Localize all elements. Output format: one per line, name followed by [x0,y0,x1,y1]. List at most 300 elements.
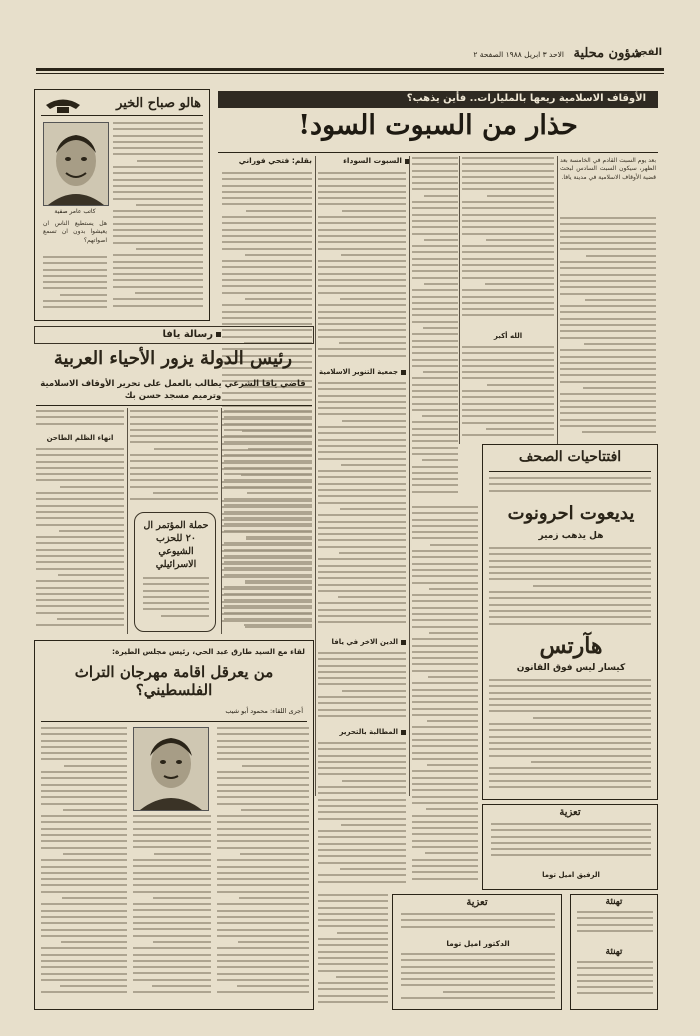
text-line [462,371,554,373]
text-line [318,514,406,516]
text-line [130,429,218,431]
text-line [245,254,312,256]
text-line [560,230,656,232]
text-line [340,868,406,870]
text-line [41,960,127,962]
paper-1-text [489,547,651,629]
text-line [61,941,127,943]
text-line [217,790,309,792]
text-line [318,874,406,876]
text-line [533,717,651,719]
text-line [133,935,211,937]
masthead [36,44,664,70]
text-line [412,594,478,596]
text-line [462,176,554,178]
text-line [318,558,406,560]
text-line [412,651,478,653]
lead-kicker: الأوقاف الاسلامية ريعها بالمليارات.. فأين يذهب؟ [406,93,646,104]
text-line [222,266,312,268]
text-line [113,229,203,231]
text-line [133,834,211,836]
text-line [412,207,458,209]
text-line [412,163,458,165]
text-line [339,342,406,344]
text-line [41,752,127,754]
condolence-2-text-b [401,953,555,1005]
text-line [217,859,309,861]
text-line [318,811,406,813]
text-line [217,910,309,912]
text-line [318,609,406,611]
text-line [133,903,211,905]
text-line [489,755,651,757]
text-line [318,407,406,409]
text-line [318,995,388,997]
text-line [222,588,312,590]
text-line [412,563,478,565]
text-line [412,821,478,823]
text-line [412,796,478,798]
text-line [318,982,388,984]
text-line [318,919,388,921]
text-line [412,506,478,508]
text-line [462,296,554,298]
text-line [36,467,124,469]
text-line [36,492,124,494]
notice-title: تهنئة [605,897,623,907]
text-line [59,530,124,532]
text-line [41,884,127,886]
text-line [318,702,406,704]
text-line [577,911,653,913]
text-line [224,429,312,431]
text-line [222,172,312,174]
text-line [412,277,458,279]
text-line [43,256,107,258]
text-line [36,517,124,519]
text-line [222,601,312,603]
text-line [136,204,203,206]
text-line [222,613,312,615]
text-line [133,922,211,924]
text-line [489,578,651,580]
lead-subhead-4: المطالبة بالتحرير [318,728,406,736]
text-line [412,384,458,386]
text-line [462,365,554,367]
text-line [318,235,406,237]
text-line [560,305,656,307]
text-line [412,758,478,760]
text-line [318,671,406,673]
text-line [412,182,458,184]
text-line [412,708,478,710]
text-line [423,371,458,373]
text-line [41,929,127,931]
text-line [401,913,555,915]
paper-1-name: يديعوت احرونوت [507,503,635,524]
text-line [401,953,555,955]
interview-headline: من يعرقل اقامة مهرجان التراث الفلسطيني؟ [74,663,274,699]
text-line [217,935,309,937]
text-line [224,441,312,443]
lead-subhead-2: جمعية التنوير الاسلامية [318,368,406,376]
text-line [318,241,406,243]
text-line [489,704,651,706]
text-line [336,976,388,978]
text-line [143,608,209,610]
text-line [130,435,218,437]
text-line [487,195,554,197]
text-line [428,676,478,678]
text-line [41,966,127,968]
text-line [462,377,554,379]
lead-col-9-text [412,506,478,890]
lead-col-8-text [222,500,312,635]
text-line [318,970,388,972]
text-line [318,476,406,478]
text-line [41,796,127,798]
text-line [41,922,127,924]
text-line [133,878,211,880]
text-line [412,815,478,817]
text-line [222,178,312,180]
text-line [36,605,124,607]
text-line [582,431,656,433]
text-line [224,467,312,469]
text-line [577,961,653,963]
text-line [222,594,312,596]
text-line [318,172,406,174]
text-line [489,767,651,769]
text-line [318,260,406,262]
lead-col-6-text [318,652,406,722]
text-line [318,323,406,325]
text-line [318,191,406,193]
text-line [217,740,309,742]
text-line [318,773,406,775]
text-line [337,932,388,934]
text-line [318,755,406,757]
text-line [113,198,203,200]
text-line [217,929,309,931]
text-line [560,274,656,276]
text-line [412,333,458,335]
text-line [41,840,127,842]
text-line [412,607,478,609]
text-line [318,495,406,497]
text-line [60,486,124,488]
text-line [318,521,406,523]
text-line [412,865,478,867]
text-line [318,458,406,460]
text-line [318,615,406,617]
text-line [318,311,406,313]
text-line [222,260,312,262]
text-line [489,566,651,568]
text-line [462,415,554,417]
lead-col-4-text [318,172,406,362]
text-line [222,191,312,193]
text-line [318,957,388,959]
text-line [318,925,388,927]
text-line [412,447,458,449]
text-line [318,818,406,820]
text-line [491,823,651,825]
text-line [318,483,406,485]
text-line [585,299,656,301]
text-line [133,966,211,968]
text-line [222,620,312,622]
text-line [533,585,651,587]
text-line [133,928,211,930]
text-line [130,423,218,425]
text-line [36,555,124,557]
text-line [224,416,312,418]
text-line [113,298,203,300]
condolence-1-text [491,823,651,865]
text-line [401,997,555,999]
text-line [318,565,406,567]
text-line [224,454,312,456]
text-line [462,207,554,209]
text-line [491,842,651,844]
text-line [577,930,653,932]
text-line [217,758,309,760]
text-line [318,799,406,801]
text-line [41,790,127,792]
text-line [133,815,211,817]
text-line [412,157,458,159]
text-line [41,947,127,949]
text-line [424,195,458,197]
text-line [412,478,458,480]
text-line [586,255,656,257]
text-line [113,122,203,124]
text-line [41,828,127,830]
text-line [412,403,458,405]
condolence-2-signature: الدكتور اميل توما [446,939,510,948]
text-line [60,985,127,987]
text-line [222,279,312,281]
text-line [462,201,554,203]
text-line [43,287,107,289]
text-line [41,878,127,880]
columnist-photo [43,122,109,206]
text-line [318,185,406,187]
text-line [412,428,458,430]
text-line [412,537,478,539]
text-line [143,590,209,592]
text-line [36,536,124,538]
text-line [36,524,124,526]
lead-col-2-text [462,157,554,327]
text-line [41,891,127,893]
text-line [318,786,406,788]
text-line [462,396,554,398]
text-line [222,292,312,294]
text-line [412,619,478,621]
text-line [491,829,651,831]
interview-byline: أجرى اللقاء: محمود أبو شيب [225,707,303,715]
lead-col-3-text [412,157,458,502]
text-line [491,848,651,850]
text-line [318,658,406,660]
text-line [222,185,312,187]
text-line [318,355,406,357]
text-line [113,254,203,256]
notice-box [570,894,658,1010]
text-line [412,638,478,640]
text-line [412,434,458,436]
text-line [41,847,127,849]
text-line [318,304,406,306]
text-line [222,607,312,609]
text-line [489,679,651,681]
text-line [342,780,406,782]
text-line [318,489,406,491]
text-line [412,833,478,835]
text-line [342,690,406,692]
text-line [489,597,651,599]
notice-sub: تهنئة [605,947,623,957]
text-line [222,374,312,376]
text-line [489,698,651,700]
text-line [412,359,458,361]
text-line [222,525,312,527]
text-line [412,390,458,392]
text-line [318,222,406,224]
text-line [318,761,406,763]
text-line [462,163,554,165]
text-line [318,266,406,268]
text-line [412,170,458,172]
text-line [113,242,203,244]
text-line [342,420,406,422]
text-line [462,302,554,304]
text-line [318,577,406,579]
text-line [318,963,388,965]
text-line [222,563,312,565]
text-line [318,1001,388,1003]
text-line [224,473,312,475]
text-line [41,973,127,975]
hello-title: هالو صباح الخير [116,96,201,111]
text-line [217,746,309,748]
text-line [489,710,651,712]
text-line [41,803,127,805]
text-line [143,577,209,579]
text-line [318,944,388,946]
lead-opening: بعد يوم السبت القادم في الخامسة بعد الظهر، سيكون السبت السادس لبحث قضية الأوقاف الاسلامية في مدينة يافا. [560,157,656,181]
text-line [560,293,656,295]
text-line [217,960,309,962]
lead-headline: حذار من السبوت السود! [298,110,578,141]
text-line [113,172,203,174]
lead-kicker-band [218,91,658,108]
text-line [412,626,478,628]
lead-subhead-3: الدين الاخر في يافا [318,638,406,646]
text-line [560,280,656,282]
text-line [584,343,656,345]
text-line [143,583,209,585]
text-line [113,153,203,155]
text-line [318,748,406,750]
text-line [412,296,458,298]
text-line [161,615,209,617]
text-line [412,783,478,785]
text-line [318,388,406,390]
text-line [412,214,458,216]
text-line [560,419,656,421]
jaffa-headline: رئيس الدولة يزور الأحياء العربية [53,348,293,369]
text-line [43,306,107,308]
hello-question: هل يستطيع الناس ان يعيشوا بدون ان تسمع اصواتهم؟ [43,220,107,244]
text-line [412,663,478,665]
text-line [318,584,406,586]
text-line [491,854,651,856]
text-line [41,777,127,779]
text-line [462,214,554,216]
text-line [113,147,203,149]
text-line [217,840,309,842]
text-line [412,752,478,754]
text-line [217,891,309,893]
text-line [245,298,313,300]
text-line [412,289,458,291]
text-line [217,815,309,817]
text-line [217,973,309,975]
text-line [412,878,478,880]
text-line [217,947,309,949]
text-line [412,645,478,647]
text-line [36,593,124,595]
text-line [412,421,458,423]
text-line [133,840,211,842]
text-line [560,286,656,288]
text-line [560,368,656,370]
text-line [43,269,107,271]
text-line [412,466,458,468]
text-line [412,176,458,178]
text-line [36,454,124,456]
text-line [36,549,124,551]
text-line [412,777,478,779]
text-line [462,390,554,392]
text-line [41,910,127,912]
text-line [489,723,651,725]
text-line [113,166,203,168]
text-line [318,292,406,294]
text-line [222,222,312,224]
text-line [412,396,458,398]
text-line [217,922,309,924]
text-line [58,574,124,576]
text-line [412,491,458,493]
text-line [318,273,406,275]
text-line [342,210,406,212]
text-line [217,916,309,918]
text-line [130,460,218,462]
text-line [318,855,406,857]
text-line [318,696,406,698]
text-line [217,954,309,956]
text-line [462,251,554,253]
paper-1-deck: هل يذهب زمير [538,531,604,541]
text-line [560,242,656,244]
text-line [133,821,211,823]
text-line [222,197,312,199]
text-line [41,935,127,937]
